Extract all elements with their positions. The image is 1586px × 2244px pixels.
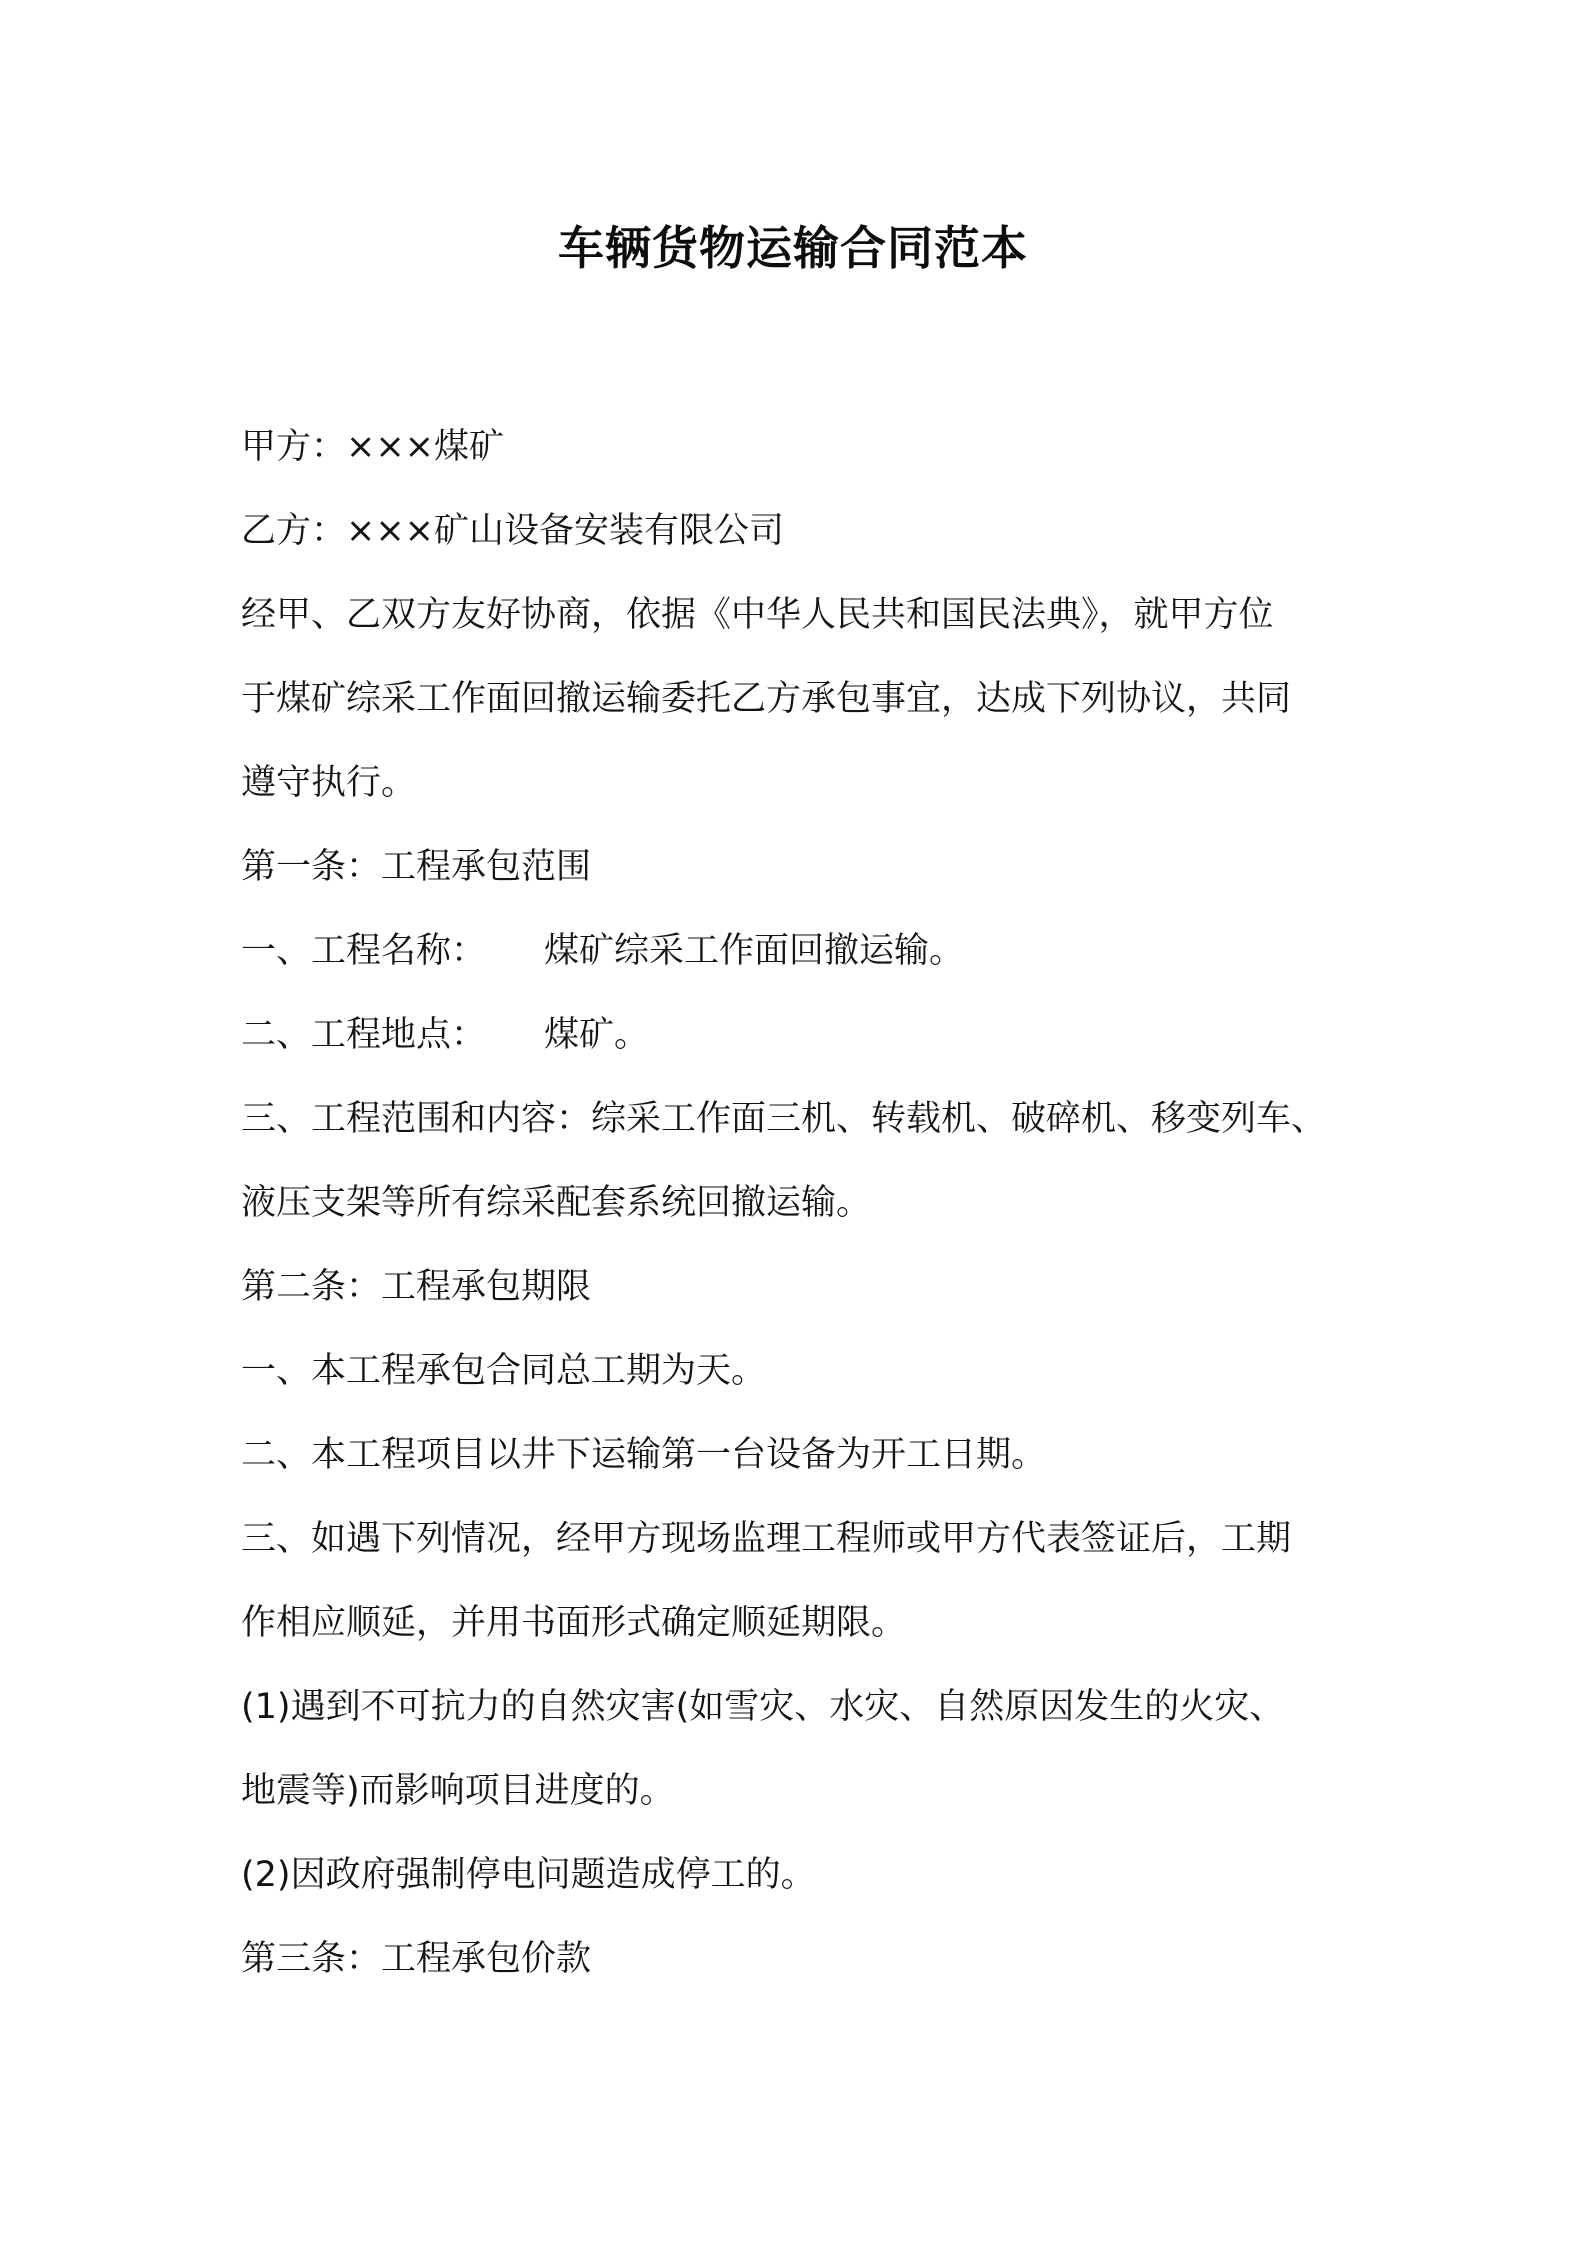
article-2-item-2: 二、本工程项目以井下运输第一台设备为开工日期。 xyxy=(241,1435,1047,1475)
article-2-item-3-line-1: 三、如遇下列情况，经甲方现场监理工程师或甲方代表签证后，工期 xyxy=(241,1519,1292,1559)
article-2-item-1: 一、本工程承包合同总工期为天。 xyxy=(241,1351,767,1391)
party-a: 甲方：×××煤矿 xyxy=(241,427,504,467)
article-1-item-1 xyxy=(241,909,1361,993)
article-1-item-2-value: 煤矿。 xyxy=(544,1015,650,1055)
article-1-item-3-line-2: 液压支架等所有综采配套系统回撤运输。 xyxy=(241,1183,872,1223)
party-b: 乙方：×××矿山设备安装有限公司 xyxy=(241,511,784,551)
article-2-sub-2: (2)因政府强制停电问题造成停工的。 xyxy=(241,1855,816,1895)
article-2-sub-1-line-1: (1)遇到不可抗力的自然灾害(如雪灾、水灾、自然原因发生的火灾、 xyxy=(241,1687,1285,1727)
article-1-heading: 第一条：工程承包范围 xyxy=(241,847,592,887)
intro-line-1: 经甲、乙双方友好协商，依据《中华人民共和国民法典》，就甲方位 xyxy=(241,595,1274,635)
article-2-heading: 第二条：工程承包期限 xyxy=(241,1267,592,1307)
intro-line-3: 遵守执行。 xyxy=(241,763,417,803)
article-2-item-3-line-2: 作相应顺延，并用书面形式确定顺延期限。 xyxy=(241,1603,907,1643)
article-2-sub-1-line-2: 地震等)而影响项目进度的。 xyxy=(241,1771,675,1811)
article-1-item-3-line-1: 三、工程范围和内容：综采工作面三机、转载机、破碎机、移变列车、 xyxy=(241,1099,1327,1139)
document-title: 车辆货物运输合同范本 xyxy=(558,221,1028,275)
document-body xyxy=(241,405,1361,2001)
article-1-item-1-value: 煤矿综采工作面回撤运输。 xyxy=(544,931,965,971)
article-1-item-2 xyxy=(241,993,1361,1077)
article-3-heading: 第三条：工程承包价款 xyxy=(241,1939,592,1979)
article-1-item-1-label: 一、工程名称： xyxy=(241,931,487,971)
intro-line-2: 于煤矿综采工作面回撤运输委托乙方承包事宜，达成下列协议，共同 xyxy=(241,679,1292,719)
article-1-item-2-label: 二、工程地点： xyxy=(241,1015,487,1055)
